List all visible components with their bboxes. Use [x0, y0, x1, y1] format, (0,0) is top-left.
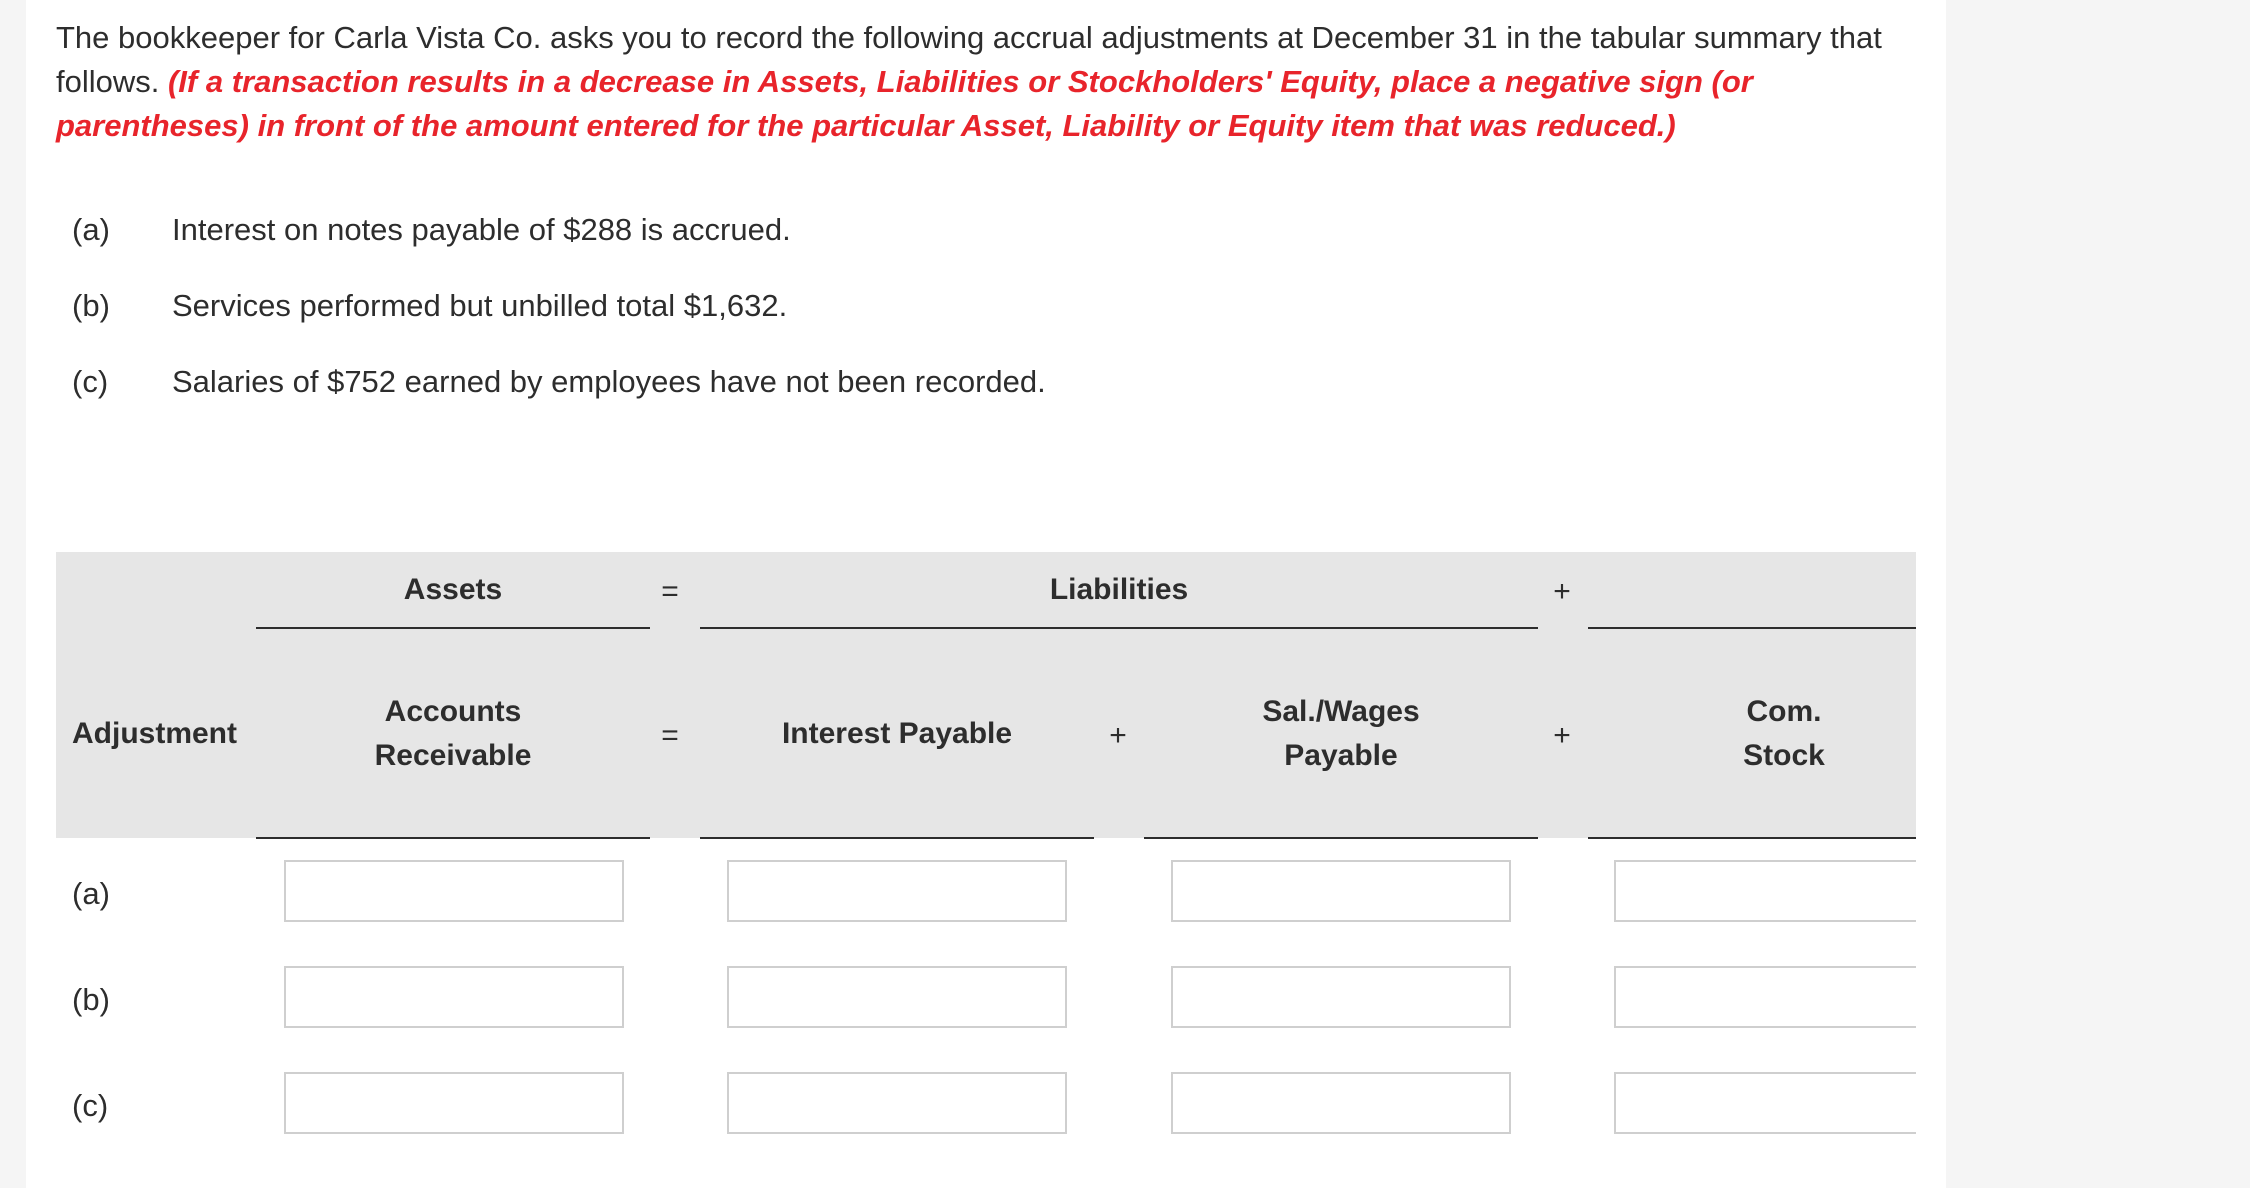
row-a-salaries-payable-input[interactable]	[1171, 860, 1511, 922]
row-b-accounts-receivable-input[interactable]	[284, 966, 624, 1028]
row-label: (c)	[72, 1088, 109, 1123]
header-assets: Assets	[403, 573, 503, 606]
row-c-accounts-receivable-input[interactable]	[284, 1072, 624, 1134]
col-common-stock-2: Stock	[1743, 739, 1825, 772]
item-label: (c)	[72, 364, 109, 399]
item-text: Interest on notes payable of $288 is accrued.	[172, 212, 791, 247]
col-adjustment: Adjustment	[72, 717, 237, 750]
header-rule	[700, 627, 1538, 629]
col-salaries-payable-2: Payable	[1284, 739, 1398, 772]
row-a-accounts-receivable-input[interactable]	[284, 860, 624, 922]
col-plus-1: +	[1109, 719, 1127, 752]
list-item	[72, 360, 1272, 404]
header-rule	[256, 627, 650, 629]
row-label: (a)	[72, 876, 110, 911]
col-accounts-receivable-2: Receivable	[374, 739, 532, 772]
col-salaries-payable-1: Sal./Wages	[1262, 695, 1420, 728]
header-plus: +	[1553, 575, 1571, 608]
header-rule	[1588, 627, 1916, 629]
col-accounts-receivable-1: Accounts	[384, 695, 522, 728]
list-item	[72, 284, 1272, 328]
col-plus-2: +	[1553, 719, 1571, 752]
row-b-interest-payable-input[interactable]	[727, 966, 1067, 1028]
col-equals: =	[661, 719, 679, 752]
question-intro	[56, 16, 1936, 148]
item-text: Services performed but unbilled total $1,632.	[172, 288, 788, 323]
row-c-common-stock-input[interactable]	[1614, 1072, 1916, 1134]
intro-warning: (If a transaction results in a decrease in Assets, Liabilities or Stockholders' Equity, place a negative sign (or parentheses) in front of the amount entered for the particular Asset, Liability or Equity item that was reduced.)	[56, 64, 1753, 143]
row-a-common-stock-input[interactable]	[1614, 860, 1916, 922]
column-rule	[1588, 837, 1916, 839]
column-rule	[256, 837, 650, 839]
col-interest-payable: Interest Payable	[781, 717, 1013, 750]
item-text: Salaries of $752 earned by employees have not been recorded.	[172, 364, 1046, 399]
row-c-interest-payable-input[interactable]	[727, 1072, 1067, 1134]
header-liabilities: Liabilities	[1049, 573, 1189, 606]
list-item	[72, 208, 1272, 252]
row-a-interest-payable-input[interactable]	[727, 860, 1067, 922]
row-label: (b)	[72, 982, 110, 1017]
header-equals: =	[661, 575, 679, 608]
row-c-salaries-payable-input[interactable]	[1171, 1072, 1511, 1134]
col-common-stock-1: Com.	[1746, 695, 1822, 728]
row-b-salaries-payable-input[interactable]	[1171, 966, 1511, 1028]
row-b-common-stock-input[interactable]	[1614, 966, 1916, 1028]
item-label: (a)	[72, 212, 110, 247]
column-rule	[1144, 837, 1538, 839]
item-label: (b)	[72, 288, 110, 323]
intro-text: The bookkeeper for Carla Vista Co. asks you to record the following accrual adjustments at December 31 in the tabular summary that follows.	[56, 20, 1882, 99]
column-rule	[700, 837, 1094, 839]
